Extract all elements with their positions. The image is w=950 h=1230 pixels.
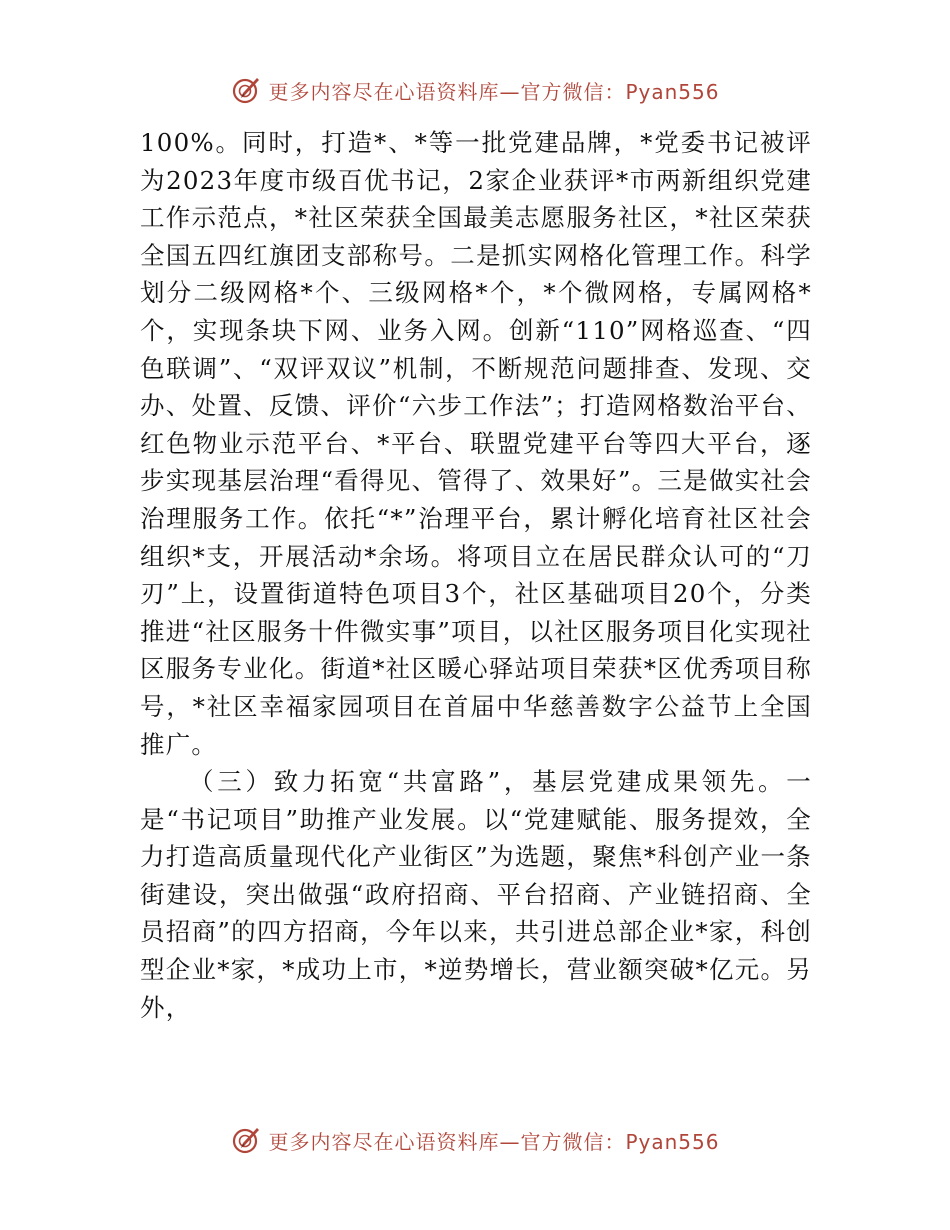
header-banner-text: 更多内容尽在心语资料库—官方微信：Pyan556 (268, 79, 720, 104)
footer-banner-text: 更多内容尽在心语资料库—官方微信：Pyan556 (268, 1129, 720, 1154)
paragraph-2: （三）致力拓宽“共富路”，基层党建成果领先。一是“书记项目”助推产业发展。以“党建赋能、服务提效，全力打造高质量现代化产业街区”为选题，聚焦*科创产业一条街建设，突出做强“政府招商、平台招商、产业链招商、全员招商”的四方招商，今年以来，共引进总部企业*家，科创型企业*家，*成功上市，*逆势增长，营业额突破*亿元。另外， (140, 767, 812, 1022)
pen-logo-icon (230, 1124, 262, 1156)
paragraph-1: 100%。同时，打造*、*等一批党建品牌，*党委书记被评为2023年度市级百优书记，2家企业获评*市两新组织党建工作示范点，*社区荣获全国最美志愿服务社区，*社区荣获全国五四红旗团支部称号。二是抓实网格化管理工作。科学划分二级网格*个、三级网格*个，*个微网格，专属网格*个，实现条块下网、业务入网。创新“110”网格巡查、“四色联调”、“双评双议”机制，不断规范问题排查、发现、交办、处置、反馈、评价“六步工作法”；打造网格数治平台、红色物业示范平台、*平台、联盟党建平台等四大平台，逐步实现基层治理“看得见、管得了、效果好”。三是做实社会治理服务工作。依托“*”治理平台，累计孵化培育社区社会组织*支，开展活动*余场。将项目立在居民群众认可的“刀刃”上，设置街道特色项目3个，社区基础项目20个，分类推进“社区服务十件微实事”项目，以社区服务项目化实现社区服务专业化。街道*社区暖心驿站项目荣获*区优秀项目称号，*社区幸福家园项目在首届中华慈善数字公益节上全国推广。 (140, 128, 812, 759)
header-banner[interactable] (0, 70, 950, 110)
document-body (140, 124, 812, 1026)
pen-logo-icon (230, 74, 262, 106)
footer-banner[interactable] (0, 1120, 950, 1160)
